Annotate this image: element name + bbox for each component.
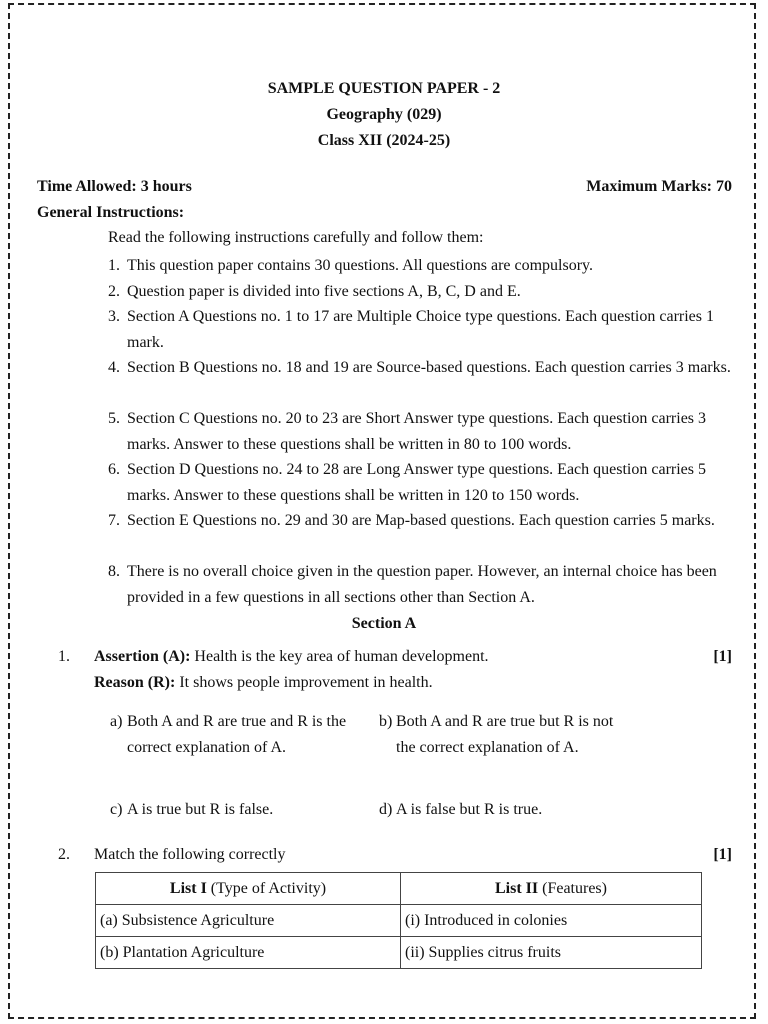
instructions-heading: General Instructions: [37, 204, 185, 221]
instruction-number: 2. [108, 283, 120, 300]
table-cell: (ii) Supplies citrus fruits [401, 937, 702, 969]
option-text: Both A and R are true but R is not the correct explanation of A. [396, 713, 614, 756]
instruction-number: 7. [108, 512, 120, 529]
option-d[interactable] [379, 797, 621, 823]
question-number: 1. [58, 648, 70, 665]
header-bold: List II [495, 879, 539, 897]
instruction-item [108, 457, 738, 508]
option-text: A is true but R is false. [127, 801, 274, 818]
option-c[interactable] [110, 797, 355, 823]
section-heading: Section A [351, 615, 417, 632]
instruction-number: 6. [108, 461, 120, 478]
assertion-text: Health is the key area of human development. [190, 648, 489, 665]
table-header-list-2 [401, 873, 702, 905]
instruction-text: Section A Questions no. 1 to 17 are Multiple Choice type questions. Each question carries 1 mark. [127, 308, 715, 351]
instruction-number: 1. [108, 257, 120, 274]
instructions-intro: Read the following instructions carefully and follow them: [108, 229, 484, 246]
paper-class: Class XII (2024-25) [317, 132, 451, 149]
instruction-text: There is no overall choice given in the question paper. However, an internal choice has been provided in a few questions in all sections other than Section A. [127, 563, 717, 606]
instruction-item [108, 406, 738, 457]
table-header-list-1 [96, 873, 401, 905]
instruction-number: 4. [108, 359, 120, 376]
option-label: c) [110, 801, 123, 818]
instruction-item [108, 559, 738, 610]
paper-subject: Geography (029) [326, 106, 442, 123]
option-b[interactable] [379, 709, 621, 761]
instruction-number: 3. [108, 308, 120, 325]
table-header-row [96, 873, 702, 905]
reason-label: Reason (R): [94, 674, 176, 691]
table-cell: (b) Plantation Agriculture [96, 937, 401, 969]
instruction-number: 8. [108, 563, 120, 580]
instruction-text: Section E Questions no. 29 and 30 are Map-based questions. Each question carries 5 marks. [127, 512, 715, 529]
table-row [96, 937, 702, 969]
option-text: Both A and R are true and R is the correct explanation of A. [127, 713, 347, 756]
header-rest: (Type of Activity) [206, 879, 327, 897]
table-row [96, 905, 702, 937]
instruction-item [108, 279, 738, 305]
option-label: a) [110, 713, 123, 730]
option-a[interactable] [110, 709, 355, 761]
paper-title: SAMPLE QUESTION PAPER - 2 [267, 80, 501, 97]
reason-line [94, 670, 433, 696]
instruction-text: Section B Questions no. 18 and 19 are Source-based questions. Each question carries 3 marks. [127, 359, 731, 376]
question-marks: [1] [713, 846, 732, 863]
table-cell: (i) Introduced in colonies [401, 905, 702, 937]
option-label: b) [379, 713, 393, 730]
header-rest: (Features) [538, 879, 607, 897]
instruction-item [108, 508, 738, 534]
reason-text: It shows people improvement in health. [175, 674, 433, 691]
option-label: d) [379, 801, 393, 818]
assertion-label: Assertion (A): [94, 648, 191, 665]
header-bold: List I [169, 879, 207, 897]
match-table [95, 872, 702, 969]
instruction-number: 5. [108, 410, 120, 427]
instruction-text: Section C Questions no. 20 to 23 are Short Answer type questions. Each question carries 3 marks. Answer to these questions shall be written in 80 to 100 words. [127, 410, 707, 453]
assertion-line [94, 644, 489, 670]
time-allowed: Time Allowed: 3 hours [37, 178, 192, 195]
instruction-text: Question paper is divided into five sections A, B, C, D and E. [127, 283, 521, 300]
question-marks: [1] [713, 648, 732, 665]
instruction-item [108, 253, 738, 279]
instruction-item [108, 304, 738, 355]
instruction-text: Section D Questions no. 24 to 28 are Long Answer type questions. Each question carries 5 marks. Answer to these questions shall be written in 120 to 150 words. [127, 461, 706, 504]
question-number: 2. [58, 846, 70, 863]
maximum-marks: Maximum Marks: 70 [586, 178, 732, 195]
table-cell: (a) Subsistence Agriculture [96, 905, 401, 937]
option-text: A is false but R is true. [396, 801, 543, 818]
instruction-item [108, 355, 738, 381]
question-text: Match the following correctly [94, 846, 286, 863]
instruction-text: This question paper contains 30 questions. All questions are compulsory. [127, 257, 594, 274]
